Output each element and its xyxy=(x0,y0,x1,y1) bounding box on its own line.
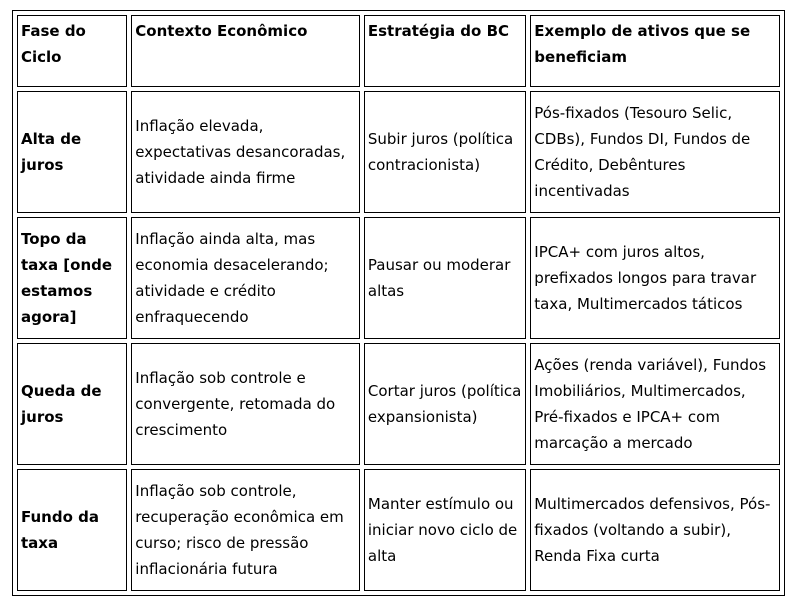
strategy-cell: Cortar juros (política expansionista) xyxy=(364,343,526,465)
assets-cell: Multimercados defensivos, Pós-fixados (voltando a subir), Renda Fixa curta xyxy=(530,469,780,591)
cycle-table-container xyxy=(12,10,785,596)
table-row xyxy=(17,91,780,213)
phase-cell: Topo da taxa [onde estamos agora] xyxy=(17,217,127,339)
economic-cycle-table xyxy=(12,10,785,596)
phase-cell: Alta de juros xyxy=(17,91,127,213)
table-row xyxy=(17,217,780,339)
table-row xyxy=(17,469,780,591)
assets-cell: Ações (renda variável), Fundos Imobiliários, Multimercados, Pré-fixados e IPCA+ com marcação a mercado xyxy=(530,343,780,465)
strategy-cell: Subir juros (política contracionista) xyxy=(364,91,526,213)
phase-cell: Fundo da taxa xyxy=(17,469,127,591)
header-phase: Fase do Ciclo xyxy=(17,15,127,87)
strategy-cell: Pausar ou moderar altas xyxy=(364,217,526,339)
strategy-cell: Manter estímulo ou iniciar novo ciclo de alta xyxy=(364,469,526,591)
header-strategy: Estratégia do BC xyxy=(364,15,526,87)
assets-cell: IPCA+ com juros altos, prefixados longos para travar taxa, Multimercados táticos xyxy=(530,217,780,339)
header-context: Contexto Econômico xyxy=(131,15,360,87)
assets-cell: Pós-fixados (Tesouro Selic, CDBs), Fundos DI, Fundos de Crédito, Debêntures incentivadas xyxy=(530,91,780,213)
context-cell: Inflação elevada, expectativas desancoradas, atividade ainda firme xyxy=(131,91,360,213)
phase-cell: Queda de juros xyxy=(17,343,127,465)
context-cell: Inflação ainda alta, mas economia desacelerando; atividade e crédito enfraquecendo xyxy=(131,217,360,339)
header-assets: Exemplo de ativos que se beneficiam xyxy=(530,15,780,87)
context-cell: Inflação sob controle e convergente, retomada do crescimento xyxy=(131,343,360,465)
table-header-row xyxy=(17,15,780,87)
table-row xyxy=(17,343,780,465)
context-cell: Inflação sob controle, recuperação econômica em curso; risco de pressão inflacionária futura xyxy=(131,469,360,591)
